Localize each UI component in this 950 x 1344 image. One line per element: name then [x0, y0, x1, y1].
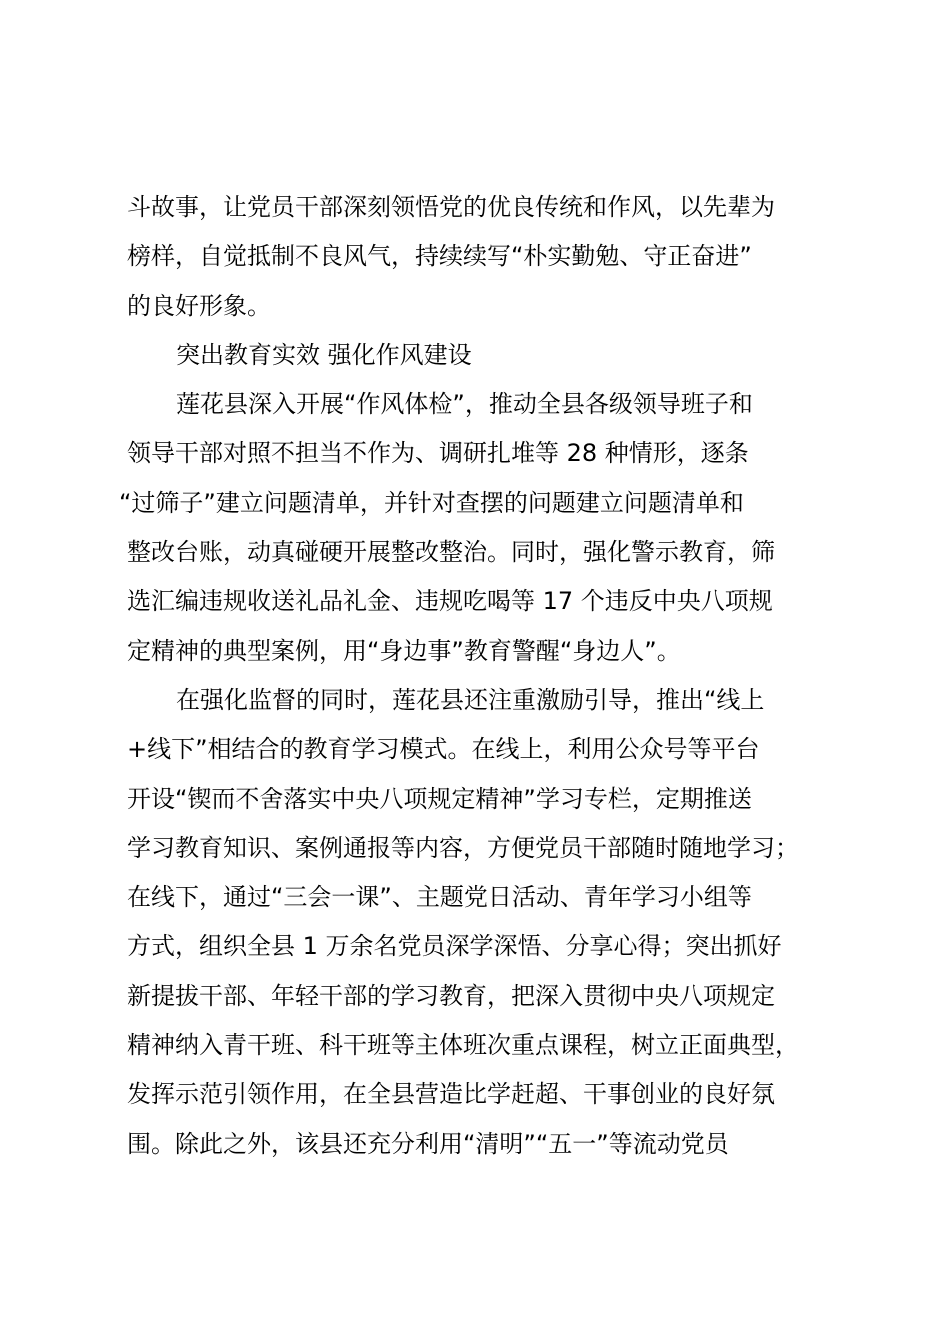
paragraph-line: 在强化监督的同时，莲花县还注重激励引导，推出“线上 [176, 685, 765, 714]
paragraph-line: 开设“锲而不舍落实中央八项规定精神”学习专栏，定期推送 [127, 784, 752, 813]
paragraph-line: 定精神的典型案例，用“身边事”教育警醒“身边人”。 [127, 636, 681, 665]
paragraph-line: +线下”相结合的教育学习模式。在线上，利用公众号等平台 [127, 735, 760, 764]
paragraph-line: 整改台账，动真碰硬开展整改整治。同时，强化警示教育，筛 [127, 538, 775, 567]
paragraph-line: 学习教育知识、案例通报等内容，方便党员干部随时随地学习； [127, 833, 799, 862]
paragraph-line: 斗故事，让党员干部深刻领悟党的优良传统和作风，以先辈为 [127, 193, 775, 221]
paragraph-line: 莲花县深入开展“作风体检”，推动全县各级领导班子和 [176, 390, 753, 419]
paragraph-line: 精神纳入青干班、科干班等主体班次重点课程，树立正面典型， [127, 1031, 799, 1060]
paragraph-line: 发挥示范引领作用，在全县营造比学赶超、干事创业的良好氛 [127, 1080, 775, 1109]
paragraph-line: 方式，组织全县 1 万余名党员深学深悟、分享心得；突出抓好 [127, 932, 782, 961]
paragraph-line: 领导干部对照不担当不作为、调研扎堆等 28 种情形，逐条 [127, 439, 749, 468]
paragraph-line: 新提拔干部、年轻干部的学习教育，把深入贯彻中央八项规定 [127, 981, 775, 1010]
paragraph-line: 围。除此之外，该县还充分利用“清明”“五一”等流动党员 [127, 1129, 729, 1158]
paragraph-line: 的良好形象。 [127, 291, 271, 320]
article-body [119, 183, 847, 1169]
paragraph-line: “过筛子”建立问题清单，并针对查摆的问题建立问题清单和 [119, 488, 744, 517]
paragraph-line: 榜样，自觉抵制不良风气，持续续写“朴实勤勉、守正奋进” [127, 242, 752, 271]
paragraph-line: 在线下，通过“三会一课”、主题党日活动、青年学习小组等 [127, 883, 752, 912]
paragraph-line: 选汇编违规收送礼品礼金、违规吃喝等 17 个违反中央八项规 [127, 587, 773, 616]
section-heading: 突出教育实效 强化作风建设 [176, 340, 472, 369]
